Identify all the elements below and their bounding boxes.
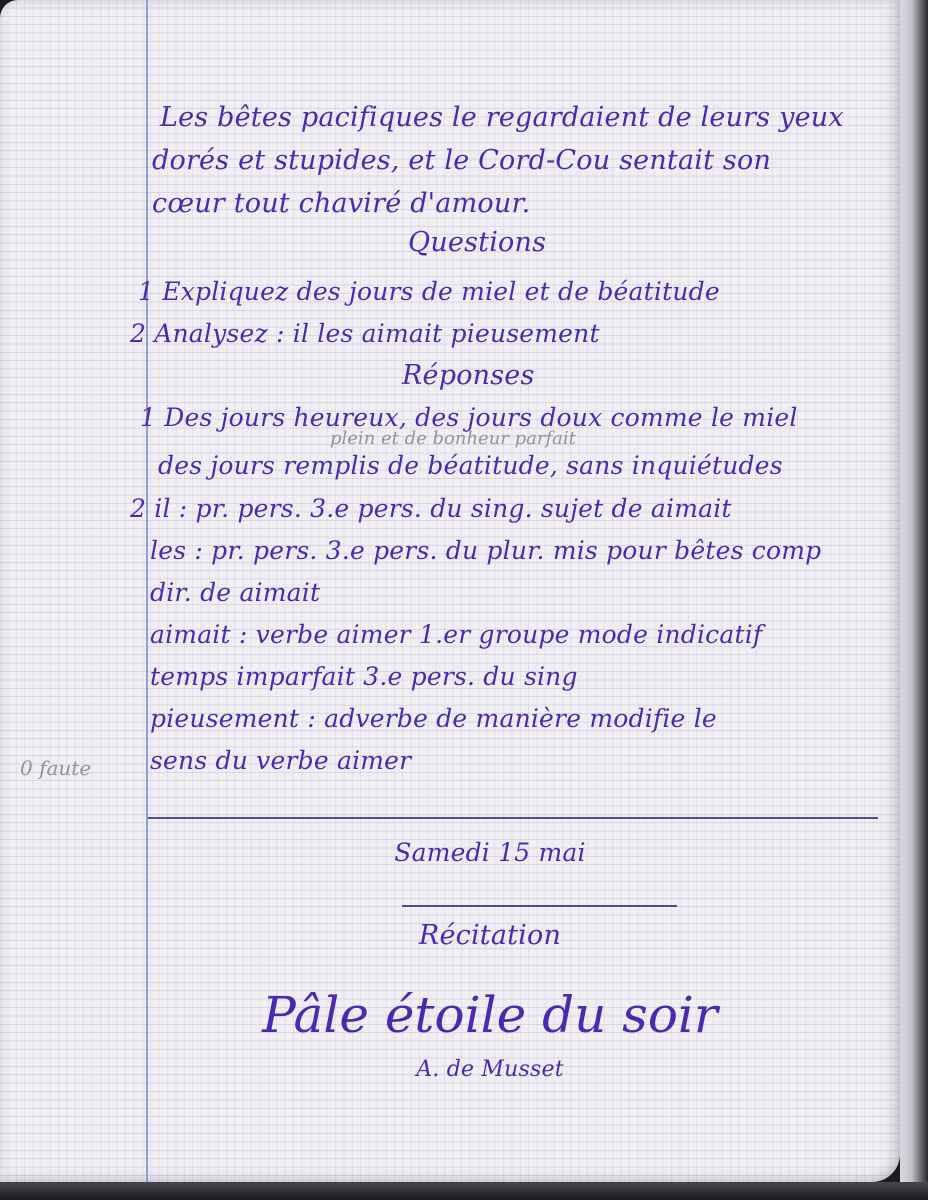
date-line: Samedi 15 mai xyxy=(394,838,586,867)
paragraph-line-1: Les bêtes pacifiques le regardaient de leurs yeux xyxy=(160,102,844,133)
answer-line-7: temps imparfait 3.e pers. du sing xyxy=(150,662,578,691)
grade-note: 0 faute xyxy=(20,756,92,780)
answer-line-8: pieusement : adverbe de manière modifie le xyxy=(150,704,717,733)
answers-heading: Réponses xyxy=(402,360,535,391)
section-title: Récitation xyxy=(418,920,562,951)
answer-line-1: 1 Des jours heureux, des jours doux comme le miel xyxy=(140,403,798,432)
section-divider xyxy=(148,817,878,819)
answer-line-4: les : pr. pers. 3.e pers. du plur. mis pour bêtes comp xyxy=(150,536,822,565)
poem-author: A. de Musset xyxy=(416,1057,564,1082)
paragraph-line-3: cœur tout chaviré d'amour. xyxy=(152,188,531,219)
answer-line-6: aimait : verbe aimer 1.er groupe mode indicatif xyxy=(150,620,763,649)
poem-title: Pâle étoile du soir xyxy=(262,986,718,1044)
answer-line-5: dir. de aimait xyxy=(150,578,321,607)
page-edge-bottom xyxy=(0,1182,928,1200)
date-underline xyxy=(402,905,677,907)
margin-line xyxy=(146,0,148,1182)
paragraph-line-2: dorés et stupides, et le Cord-Cou sentait son xyxy=(152,145,772,176)
questions-heading: Questions xyxy=(408,227,547,258)
answer-line-2: des jours remplis de béatitude, sans inquiétudes xyxy=(158,451,783,480)
answer-line-9: sens du verbe aimer xyxy=(150,746,412,775)
question-1: 1 Expliquez des jours de miel et de béatitude xyxy=(138,277,720,306)
answer-line-3: 2 il : pr. pers. 3.e pers. du sing. sujet de aimait xyxy=(130,494,732,523)
question-2: 2 Analysez : il les aimait pieusement xyxy=(130,319,600,348)
pencil-correction: plein et de bonheur parfait xyxy=(330,428,576,449)
page-edge-right xyxy=(900,0,928,1200)
